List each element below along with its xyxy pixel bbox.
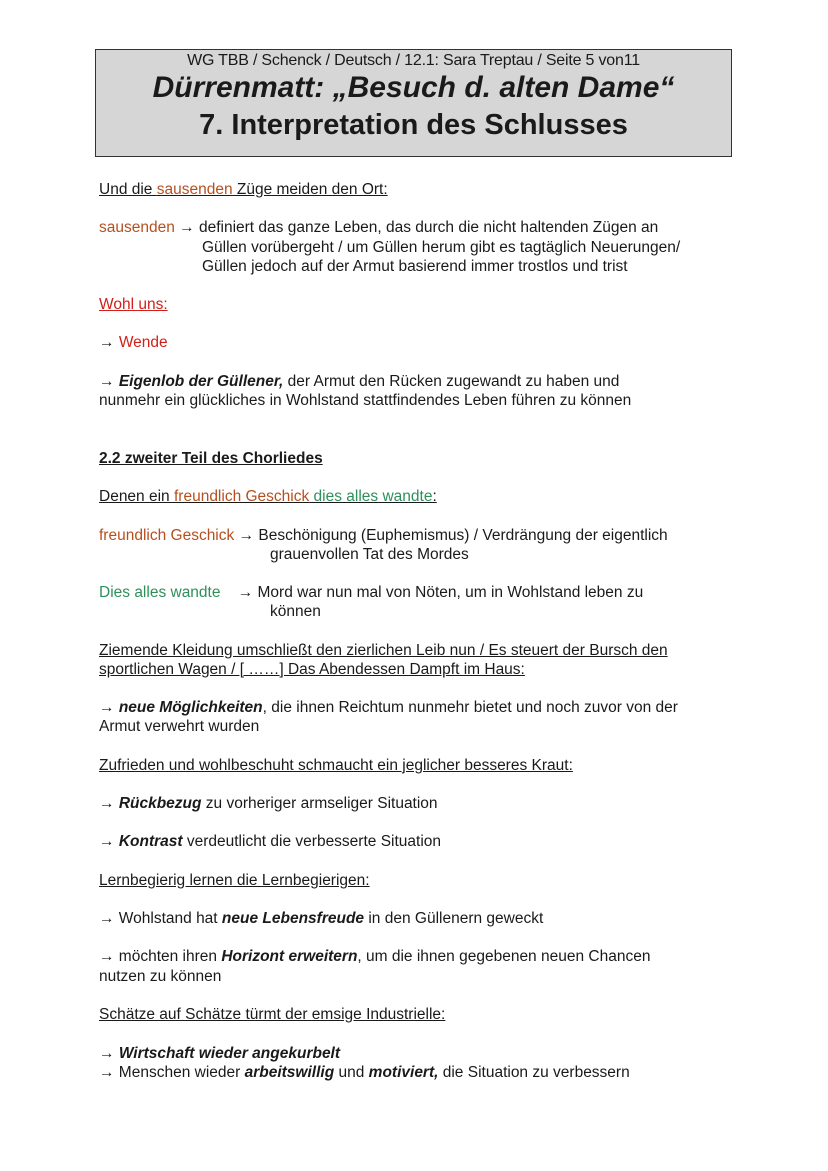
arrow-icon: → [237, 584, 254, 601]
arrow-icon: → [99, 948, 115, 965]
title-box [95, 49, 732, 157]
point-horizont: → möchten ihren Horizont erweitern, um die ihnen gegebenen neuen Chancen [99, 948, 651, 965]
point-rueckbezug: → Rückbezug zu vorheriger armseliger Situation [99, 795, 438, 812]
arrow-icon: → [99, 1064, 115, 1081]
arrow-icon: → [99, 1045, 115, 1062]
arrow-icon: → [99, 910, 115, 927]
point-arbeitswillig: → Menschen wieder arbeitswillig und motiviert, die Situation zu verbessern [99, 1064, 630, 1081]
arrow-icon: → [238, 527, 255, 544]
section-heading: 2.2 zweiter Teil des Chorliedes [99, 450, 323, 467]
quote-wohl-uns: Wohl uns: [99, 296, 168, 313]
interpretation-line: Güllen jedoch auf der Armut basierend immer trostlos und trist [202, 258, 628, 275]
quote-kleidung: Ziemende Kleidung umschließt den zierlichen Leib nun / Es steuert der Bursch den [99, 642, 668, 659]
quote-freundlich-geschick: Denen ein freundlich Geschick dies alles wandte: [99, 488, 437, 505]
point-eigenlob: → Eigenlob der Güllener, der Armut den Rücken zugewandt zu haben und [99, 373, 620, 390]
interpretation-freundlich: freundlich Geschick → Beschönigung (Euphemismus) / Verdrängung der eigentlich [99, 527, 668, 544]
quote-zufrieden: Zufrieden und wohlbeschuht schmaucht ein jeglicher besseres Kraut: [99, 757, 573, 774]
quote-lernbegierig: Lernbegierig lernen die Lernbegierigen: [99, 872, 370, 889]
page-title: Dürrenmatt: „Besuch d. alten Dame“ [152, 71, 675, 104]
interpretation-line: können [270, 603, 321, 620]
document-meta: WG TBB / Schenck / Deutsch / 12.1: Sara Treptau / Seite 5 von11 [187, 52, 640, 69]
arrow-icon: → [99, 373, 115, 390]
point-line: nutzen zu können [99, 968, 222, 985]
arrow-icon: → [99, 334, 115, 351]
point-line: nunmehr ein glückliches in Wohlstand stattfindendes Leben führen zu können [99, 392, 632, 409]
interpretation-line: grauenvollen Tat des Mordes [270, 546, 469, 563]
arrow-icon: → [99, 833, 115, 850]
point-wende: → Wende [99, 334, 168, 351]
point-line: Armut verwehrt wurden [99, 718, 260, 735]
point-kontrast: → Kontrast verdeutlicht die verbesserte Situation [99, 833, 442, 850]
interpretation-line: Güllen vorübergeht / um Güllen herum gibt es tagtäglich Neuerungen/ [202, 239, 681, 256]
arrow-icon: → [99, 795, 115, 812]
quote-sausenden: Und die sausenden Züge meiden den Ort: [99, 181, 388, 198]
arrow-icon: → [99, 699, 115, 716]
quote-kleidung-2: sportlichen Wagen / [ ……] Das Abendessen Dampft im Haus: [99, 661, 525, 678]
interpretation-sausenden: sausenden → definiert das ganze Leben, das durch die nicht haltenden Zügen an [99, 219, 659, 236]
arrow-icon: → [179, 219, 195, 236]
page-subtitle: 7. Interpretation des Schlusses [199, 109, 628, 141]
point-wirtschaft: → Wirtschaft wieder angekurbelt [99, 1045, 341, 1062]
interpretation-dies-alles: Dies alles wandte → Mord war nun mal von Nöten, um in Wohlstand leben zu [99, 584, 644, 601]
quote-schaetze: Schätze auf Schätze türmt der emsige Industrielle: [99, 1006, 446, 1023]
point-moeglichkeiten: → neue Möglichkeiten, die ihnen Reichtum nunmehr bietet und noch zuvor von der [99, 699, 678, 716]
point-lebensfreude: → Wohlstand hat neue Lebensfreude in den Güllenern geweckt [99, 910, 544, 927]
